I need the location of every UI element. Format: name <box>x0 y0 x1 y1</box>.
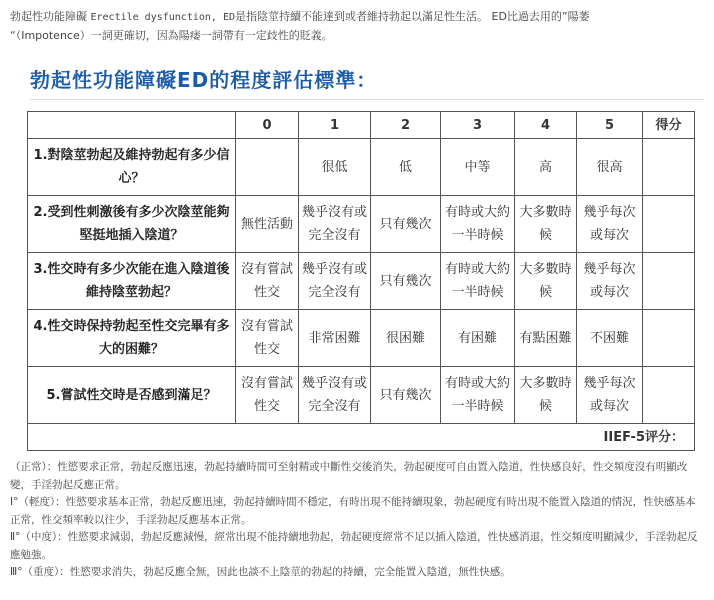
intro-paragraph <box>10 8 706 45</box>
iief5-table <box>27 111 695 451</box>
option-cell: 沒有嘗試性交 <box>236 253 299 310</box>
question-cell: 3.性交時有多少次能在進入陰道後維持陰莖勃起？ <box>28 253 236 310</box>
table-row <box>28 310 695 367</box>
option-cell: 高 <box>515 139 577 196</box>
table-row <box>28 139 695 196</box>
note-normal: （正常）：性慾要求正常，勃起反應迅速，勃起持續時間可至射精或中斷性交後消失，勃起硬度可自由置入陰道，性快感良好，性交頻度沒有明顯改變，手淫勃起反應正常。 <box>10 461 688 491</box>
note-severe: Ⅲ°（重度）：性慾要求消失，勃起反應全無，因此也談不上陰莖的勃起的持續，完全能置入陰道，無性快感。 <box>10 566 511 578</box>
option-cell: 大多數時候 <box>515 253 577 310</box>
question-cell: 4.性交時保持勃起至性交完畢有多大的困難？ <box>28 310 236 367</box>
option-cell: 很困難 <box>371 310 441 367</box>
severity-notes <box>10 459 706 582</box>
option-cell: 沒有嘗試性交 <box>236 367 299 424</box>
header-cell-score: 得分 <box>643 112 695 139</box>
question-cell: 5.嘗試性交時是否感到滿足？ <box>28 367 236 424</box>
note-moderate: Ⅱ°（中度）：性慾要求減弱，勃起反應減慢，經常出現不能持續地勃起，勃起硬度經常不足以插入陰道，性快感消退，性交頻度明顯減少，手淫勃起反應勉強。 <box>10 531 698 561</box>
total-score-label: IIEF-5评分： <box>28 424 695 451</box>
header-cell: 1 <box>299 112 371 139</box>
intro-text-line2: “（Impotence）一詞更確切，因為陽痿一詞帶有一定歧性的貶義。 <box>10 29 333 42</box>
divider <box>30 99 704 100</box>
option-cell: 有時或大約一半時候 <box>441 196 515 253</box>
option-cell: 幾乎每次或每次 <box>577 367 643 424</box>
table-row <box>28 196 695 253</box>
option-cell: 無性活動 <box>236 196 299 253</box>
score-cell <box>643 139 695 196</box>
option-cell: 幾乎每次或每次 <box>577 253 643 310</box>
option-cell: 只有幾次 <box>371 367 441 424</box>
question-cell: 1.對陰莖勃起及維持勃起有多少信心？ <box>28 139 236 196</box>
option-cell: 很高 <box>577 139 643 196</box>
option-cell: 只有幾次 <box>371 196 441 253</box>
option-cell: 幾乎沒有或完全沒有 <box>299 253 371 310</box>
option-cell: 大多數時候 <box>515 367 577 424</box>
header-cell: 0 <box>236 112 299 139</box>
option-cell: 非常困難 <box>299 310 371 367</box>
page-title: 勃起性功能障礙ED的程度評估標準： <box>30 68 378 92</box>
option-cell: 沒有嘗試性交 <box>236 310 299 367</box>
score-cell <box>643 196 695 253</box>
option-cell: 很低 <box>299 139 371 196</box>
question-cell: 2.受到性刺激後有多少次陰莖能夠堅挺地插入陰道？ <box>28 196 236 253</box>
header-cell: 5 <box>577 112 643 139</box>
score-cell <box>643 253 695 310</box>
intro-text-b: Erectile dysfunction, ED <box>90 12 235 23</box>
option-cell: 只有幾次 <box>371 253 441 310</box>
score-cell <box>643 367 695 424</box>
option-cell: 幾乎沒有或完全沒有 <box>299 367 371 424</box>
option-cell <box>236 139 299 196</box>
total-row <box>28 424 695 451</box>
option-cell: 低 <box>371 139 441 196</box>
option-cell: 中等 <box>441 139 515 196</box>
score-cell <box>643 310 695 367</box>
option-cell: 有時或大約一半時候 <box>441 253 515 310</box>
note-mild: Ⅰ°（輕度）：性慾要求基本正常，勃起反應迅速，勃起持續時間不穩定，有時出現不能持續現象，勃起硬度有時出現不能置入陰道的情況，性快感基本正常，性交頻率較以往少，手淫勃起反應基本正常。 <box>10 496 696 526</box>
table-row <box>28 253 695 310</box>
option-cell: 有時或大約一半時候 <box>441 367 515 424</box>
option-cell: 有點困難 <box>515 310 577 367</box>
option-cell: 不困難 <box>577 310 643 367</box>
intro-text-c: 是指陰莖持續不能達到或者維持勃起以滿足性生活。 ED比過去用的”陽萎 <box>235 10 590 23</box>
intro-text-a: 勃起性功能障礙 <box>10 10 91 23</box>
option-cell: 幾乎沒有或完全沒有 <box>299 196 371 253</box>
option-cell: 幾乎每次或每次 <box>577 196 643 253</box>
table-header-row <box>28 112 695 139</box>
header-cell: 4 <box>515 112 577 139</box>
option-cell: 有困難 <box>441 310 515 367</box>
option-cell: 大多數時候 <box>515 196 577 253</box>
header-cell: 3 <box>441 112 515 139</box>
table-row <box>28 367 695 424</box>
header-cell: 2 <box>371 112 441 139</box>
header-cell <box>28 112 236 139</box>
